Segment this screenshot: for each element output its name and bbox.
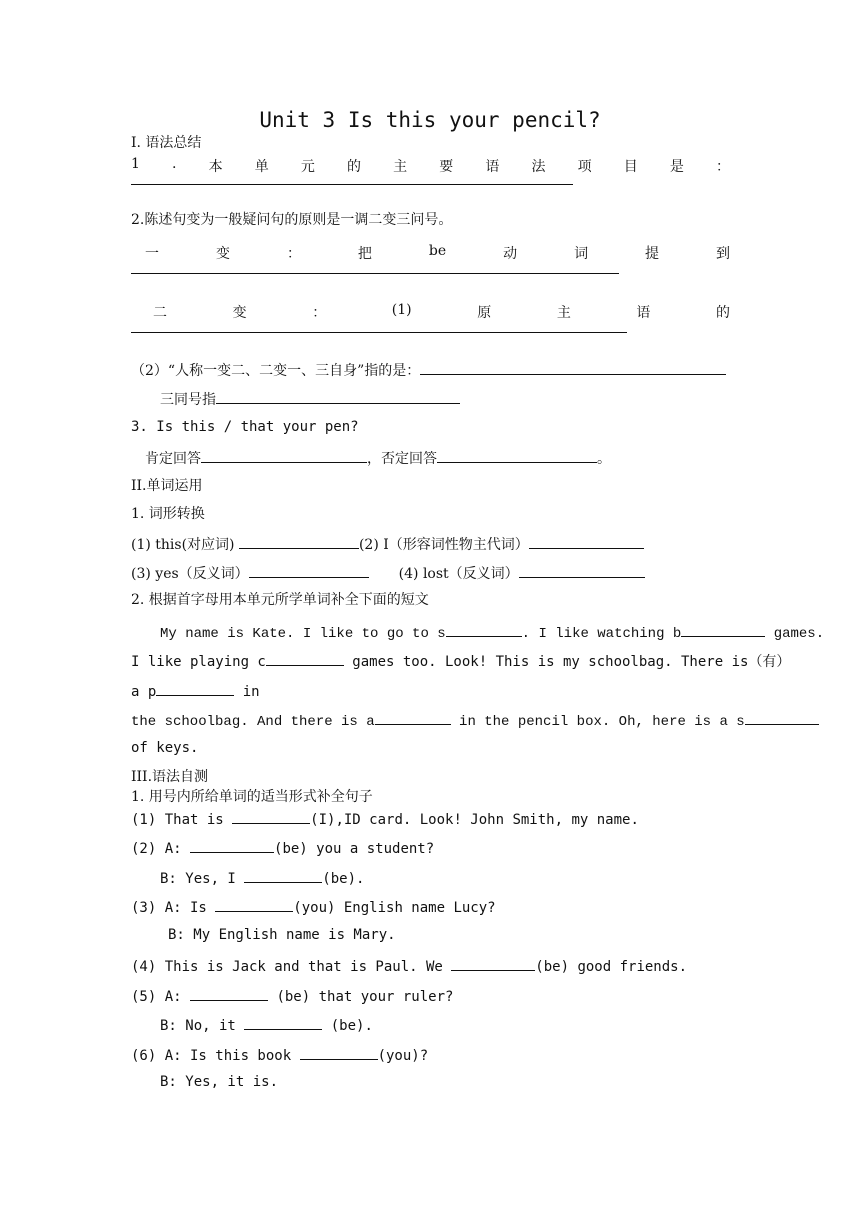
answer-blank[interactable]: [190, 839, 274, 853]
word-line-2: [131, 564, 645, 581]
passage-line: [160, 623, 824, 641]
answer-blank[interactable]: [244, 1016, 322, 1030]
bian1-char: be: [428, 243, 447, 259]
bian2-char: 主: [556, 305, 571, 321]
bian2-char: 语: [636, 305, 651, 321]
item1-char: 元: [300, 159, 315, 175]
answer-blank[interactable]: [249, 564, 369, 578]
question-text: B: No, it: [160, 1018, 245, 1034]
bian1-char: 提: [645, 246, 660, 262]
item3-question: 3. Is this / that your pen?: [131, 419, 359, 435]
item1-char: 本: [208, 159, 223, 175]
bian1-char: 把: [357, 246, 372, 262]
answer-blank[interactable]: [215, 898, 293, 912]
question-line: [160, 869, 364, 886]
item2-heading: 2.陈述句变为一般疑问句的原则是一调二变三问号。: [131, 212, 453, 228]
passage-text: the schoolbag. And there is a: [131, 714, 375, 730]
passage-line: of keys.: [131, 740, 199, 756]
answer-blank[interactable]: [216, 390, 460, 404]
question-line: B: Yes, it is.: [160, 1074, 279, 1090]
question-line: [131, 987, 453, 1004]
item1-char: 项: [577, 159, 592, 175]
page-title: Unit 3 Is this your pencil?: [259, 108, 601, 132]
question-text: (6) A: Is this book: [131, 1048, 300, 1064]
item1-char: 1: [131, 156, 140, 172]
question-text: (you)?: [377, 1048, 429, 1064]
question-line: B: My English name is Mary.: [168, 927, 396, 943]
bian2-char: 的: [716, 305, 730, 321]
sanwen-text: 三同号指: [160, 392, 216, 408]
bian2-spread: [153, 302, 730, 322]
passage-line: [131, 682, 260, 699]
passage-text: . I like watching b: [521, 626, 682, 642]
item1-char: 法: [531, 159, 546, 175]
question-line: [160, 1016, 373, 1033]
word-prompt: (3) yes（反义词）: [131, 566, 249, 582]
bian1-char: 变: [215, 246, 230, 262]
word-prompt: (2) I（形容词性物主代词）: [358, 537, 529, 553]
question-line: [131, 810, 639, 827]
answer-blank[interactable]: [451, 957, 535, 971]
question-text: (1) That is: [131, 812, 233, 828]
passage-text: games.: [765, 626, 825, 642]
answer-blank[interactable]: [131, 332, 627, 333]
item1-char: 是: [669, 159, 684, 175]
passage-line: [131, 711, 819, 729]
passage-line: [131, 652, 790, 669]
answer-blank[interactable]: [190, 987, 268, 1001]
answer-blank[interactable]: [446, 623, 522, 637]
item1-char: 单: [254, 159, 269, 175]
passage-text: in the pencil box. Oh, here is a s: [450, 714, 745, 730]
answer-blank[interactable]: [201, 449, 367, 463]
question-line: [131, 839, 434, 856]
answer-blank[interactable]: [244, 869, 322, 883]
bian1-char: 动: [503, 246, 518, 262]
answer-blank[interactable]: [745, 711, 819, 725]
answer-blank[interactable]: [519, 564, 645, 578]
answer-blank[interactable]: [239, 535, 359, 549]
passage-text: I like playing c: [131, 654, 266, 670]
bian2-char: ：: [312, 305, 327, 321]
bian2-char: 二: [153, 305, 167, 321]
sub-heading: 1. 用号内所给单词的适当形式补全句子: [131, 789, 373, 805]
bian2-char: 原: [477, 305, 492, 321]
question-line: [131, 898, 496, 915]
bian1-char: 一: [145, 246, 159, 262]
question-text: (be) that your ruler?: [268, 989, 454, 1005]
question-line: [131, 1046, 428, 1063]
answer-blank[interactable]: [131, 273, 619, 274]
item1-char: ：: [716, 159, 730, 175]
question-text: (you) English name Lucy?: [293, 900, 496, 916]
end-mark: 。: [597, 451, 611, 467]
answer-blank[interactable]: [529, 535, 644, 549]
answer-blank[interactable]: [420, 361, 726, 375]
sub-heading: 2. 根据首字母用本单元所学单词补全下面的短文: [131, 592, 429, 608]
bian2-char: (1): [391, 302, 412, 318]
bian1-char: ：: [286, 246, 301, 262]
item1-char: 的: [347, 159, 361, 175]
question-text: (be) you a student?: [274, 841, 435, 857]
question-text: (be).: [322, 1018, 373, 1034]
passage-text: in: [234, 684, 260, 700]
section-heading-1: I. 语法总结: [131, 135, 202, 151]
answer-blank[interactable]: [131, 184, 573, 185]
passage-text: My name is Kate. I like to go to s: [160, 626, 446, 642]
bian1-char: 词: [574, 246, 589, 262]
answer-blank[interactable]: [300, 1046, 378, 1060]
question-text: (5) A:: [131, 989, 191, 1005]
section-heading-2: II.单词运用: [131, 478, 203, 494]
word-line-1: [131, 535, 644, 552]
word-prompt: (1) this(对应词): [131, 537, 235, 553]
question-text: (be) good friends.: [535, 959, 688, 975]
question-text: (4) This is Jack and that is Paul. We: [131, 959, 452, 975]
answer-blank[interactable]: [266, 652, 344, 666]
answer-blank[interactable]: [232, 810, 310, 824]
sub-heading: 1. 词形转换: [131, 506, 205, 522]
answer-line: [145, 449, 611, 466]
fou-label: ，否定回答: [367, 451, 437, 467]
answer-blank[interactable]: [437, 449, 597, 463]
item1-spread: [131, 156, 730, 176]
bian1-char: 到: [716, 246, 730, 262]
question-text: (be).: [322, 871, 365, 887]
answer-blank[interactable]: [375, 711, 451, 725]
question-text: B: Yes, I: [160, 871, 245, 887]
item1-char: 语: [485, 159, 500, 175]
answer-blank[interactable]: [681, 623, 765, 637]
section-heading-3: III.语法自测: [131, 769, 209, 785]
word-prompt: (4) lost（反义词）: [398, 566, 519, 582]
rule2-text: （2）“人称一变二、二变一、三自身”指的是：: [131, 363, 421, 379]
item1-char: 要: [439, 159, 454, 175]
answer-blank[interactable]: [156, 682, 234, 696]
item1-char: 主: [393, 159, 408, 175]
question-text: (2) A:: [131, 841, 191, 857]
bian2-char: 变: [232, 305, 247, 321]
passage-text: a p: [131, 684, 157, 700]
question-line: [131, 957, 687, 974]
passage-text: games too. Look! This is my schoolbag. There is（有）: [343, 654, 791, 670]
sanwen-line: [160, 390, 460, 407]
item1-char: 目: [623, 159, 638, 175]
question-text: (3) A: Is: [131, 900, 216, 916]
question-text: (I),ID card. Look! John Smith, my name.: [310, 812, 639, 828]
ken-label: 肯定回答: [145, 451, 201, 467]
bian1-spread: [145, 243, 730, 263]
item1-char: .: [172, 156, 177, 172]
rule2-line: [131, 361, 726, 378]
